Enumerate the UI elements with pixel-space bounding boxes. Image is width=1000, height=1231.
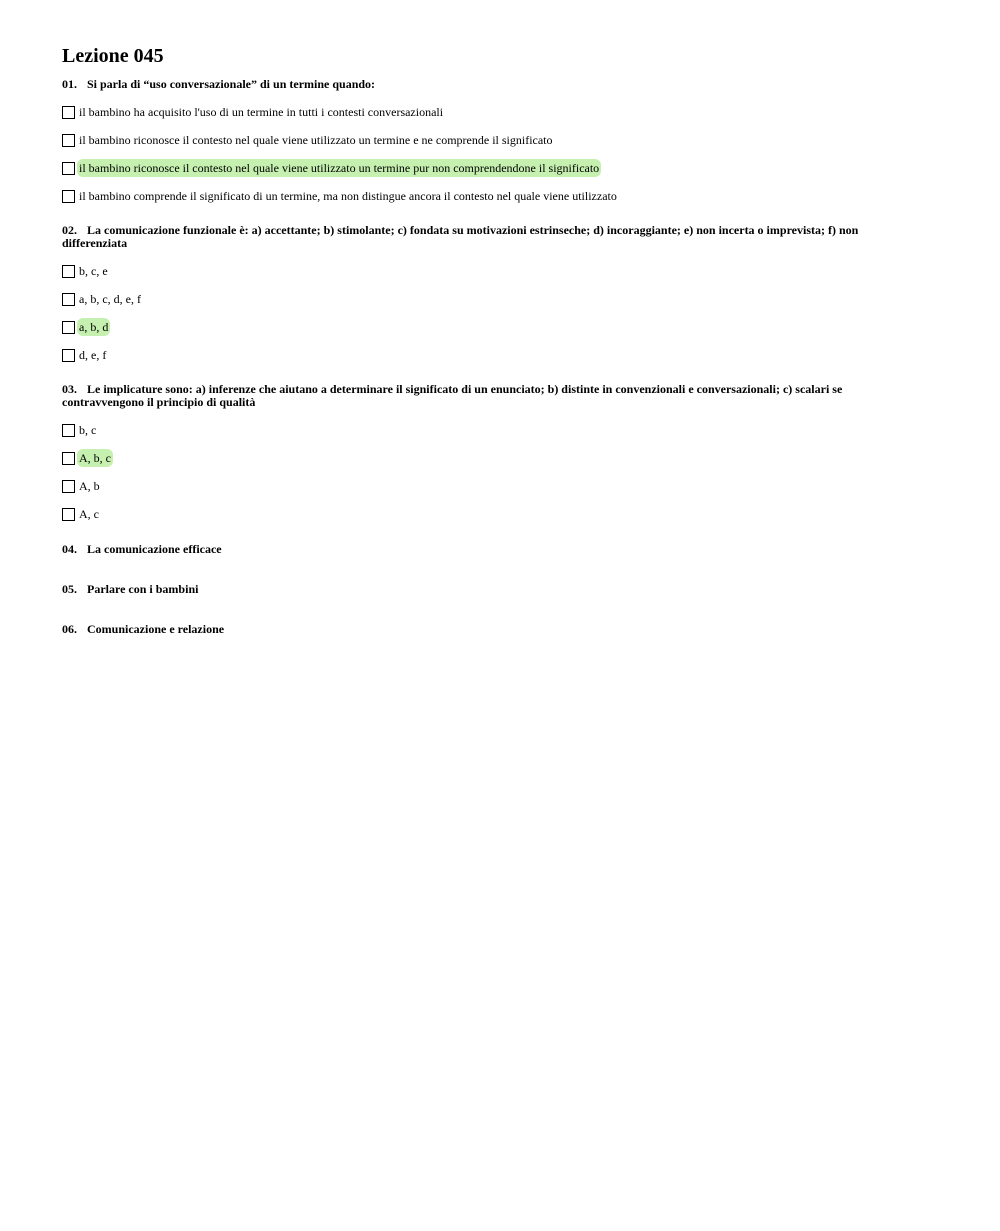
page-title: Lezione 045: [62, 45, 164, 67]
answer-checkbox[interactable]: [62, 162, 75, 175]
answer-option[interactable]: [62, 416, 922, 444]
answer-option-correct[interactable]: [62, 444, 922, 472]
question-03: [62, 383, 922, 528]
answer-option[interactable]: [62, 500, 922, 528]
answer-checkbox[interactable]: [62, 452, 75, 465]
answer-text-highlighted: A, b, c: [79, 451, 111, 465]
answer-text-highlighted: il bambino riconosce il contesto nel quale viene utilizzato un termine pur non comprendendone il significato: [79, 161, 600, 175]
answer-checkbox[interactable]: [62, 190, 75, 203]
section-number: 05.: [62, 582, 77, 596]
question-number: 03.: [62, 382, 77, 396]
answer-option[interactable]: [62, 341, 922, 369]
answer-option[interactable]: [62, 257, 922, 285]
section-heading: [62, 582, 922, 622]
question-text: La comunicazione funzionale è: a) accettante; b) stimolante; c) fondata su motivazioni estrinseche; d) incoraggiante; e) non incerta o imprevista; f) non differenziata: [62, 223, 859, 250]
answer-checkbox[interactable]: [62, 349, 75, 362]
question-header: [62, 78, 922, 91]
answer-checkbox[interactable]: [62, 265, 75, 278]
question-02: [62, 224, 922, 369]
answer-text: a, b, c, d, e, f: [79, 292, 141, 306]
answer-text: A, b: [79, 479, 100, 493]
answer-checkbox[interactable]: [62, 321, 75, 334]
section-number: 06.: [62, 622, 77, 636]
answer-checkbox[interactable]: [62, 293, 75, 306]
answer-checkbox[interactable]: [62, 508, 75, 521]
answer-option-correct[interactable]: [62, 313, 922, 341]
question-number: 01.: [62, 77, 77, 91]
section-number: 04.: [62, 542, 77, 556]
section-title: Parlare con i bambini: [87, 582, 199, 596]
answer-option[interactable]: [62, 472, 922, 500]
question-header: [62, 383, 922, 409]
answer-checkbox[interactable]: [62, 106, 75, 119]
section-heading: [62, 622, 922, 662]
answer-text: A, c: [79, 507, 99, 521]
answer-option[interactable]: [62, 285, 922, 313]
answer-option[interactable]: [62, 182, 922, 210]
answer-text: il bambino ha acquisito l'uso di un termine in tutti i contesti conversazionali: [79, 105, 444, 119]
answer-text-highlighted: a, b, d: [79, 320, 109, 334]
answer-text: il bambino comprende il significato di un termine, ma non distingue ancora il contesto nel quale viene utilizzato: [79, 189, 617, 203]
question-01: [62, 78, 922, 210]
answer-checkbox[interactable]: [62, 134, 75, 147]
section-title: La comunicazione efficace: [87, 542, 222, 556]
answer-text: b, c, e: [79, 264, 108, 278]
question-text: Le implicature sono: a) inferenze che aiutano a determinare il significato di un enunciato; b) distinte in convenzionali e conversazionali; c) scalari se contravvengono il principio di qualità: [62, 382, 843, 409]
question-number: 02.: [62, 223, 77, 237]
answer-text: d, e, f: [79, 348, 107, 362]
answer-text: il bambino riconosce il contesto nel quale viene utilizzato un termine e ne comprende il significato: [79, 133, 553, 147]
section-title: Comunicazione e relazione: [87, 622, 225, 636]
question-header: [62, 224, 922, 250]
question-text: Si parla di “uso conversazionale” di un termine quando:: [87, 77, 376, 91]
answer-text: b, c: [79, 423, 97, 437]
section-heading: [62, 542, 922, 582]
answer-checkbox[interactable]: [62, 424, 75, 437]
answer-option[interactable]: [62, 98, 922, 126]
answer-checkbox[interactable]: [62, 480, 75, 493]
answer-option[interactable]: [62, 126, 922, 154]
lesson-page: [62, 44, 922, 662]
answer-option-correct[interactable]: [62, 154, 922, 182]
